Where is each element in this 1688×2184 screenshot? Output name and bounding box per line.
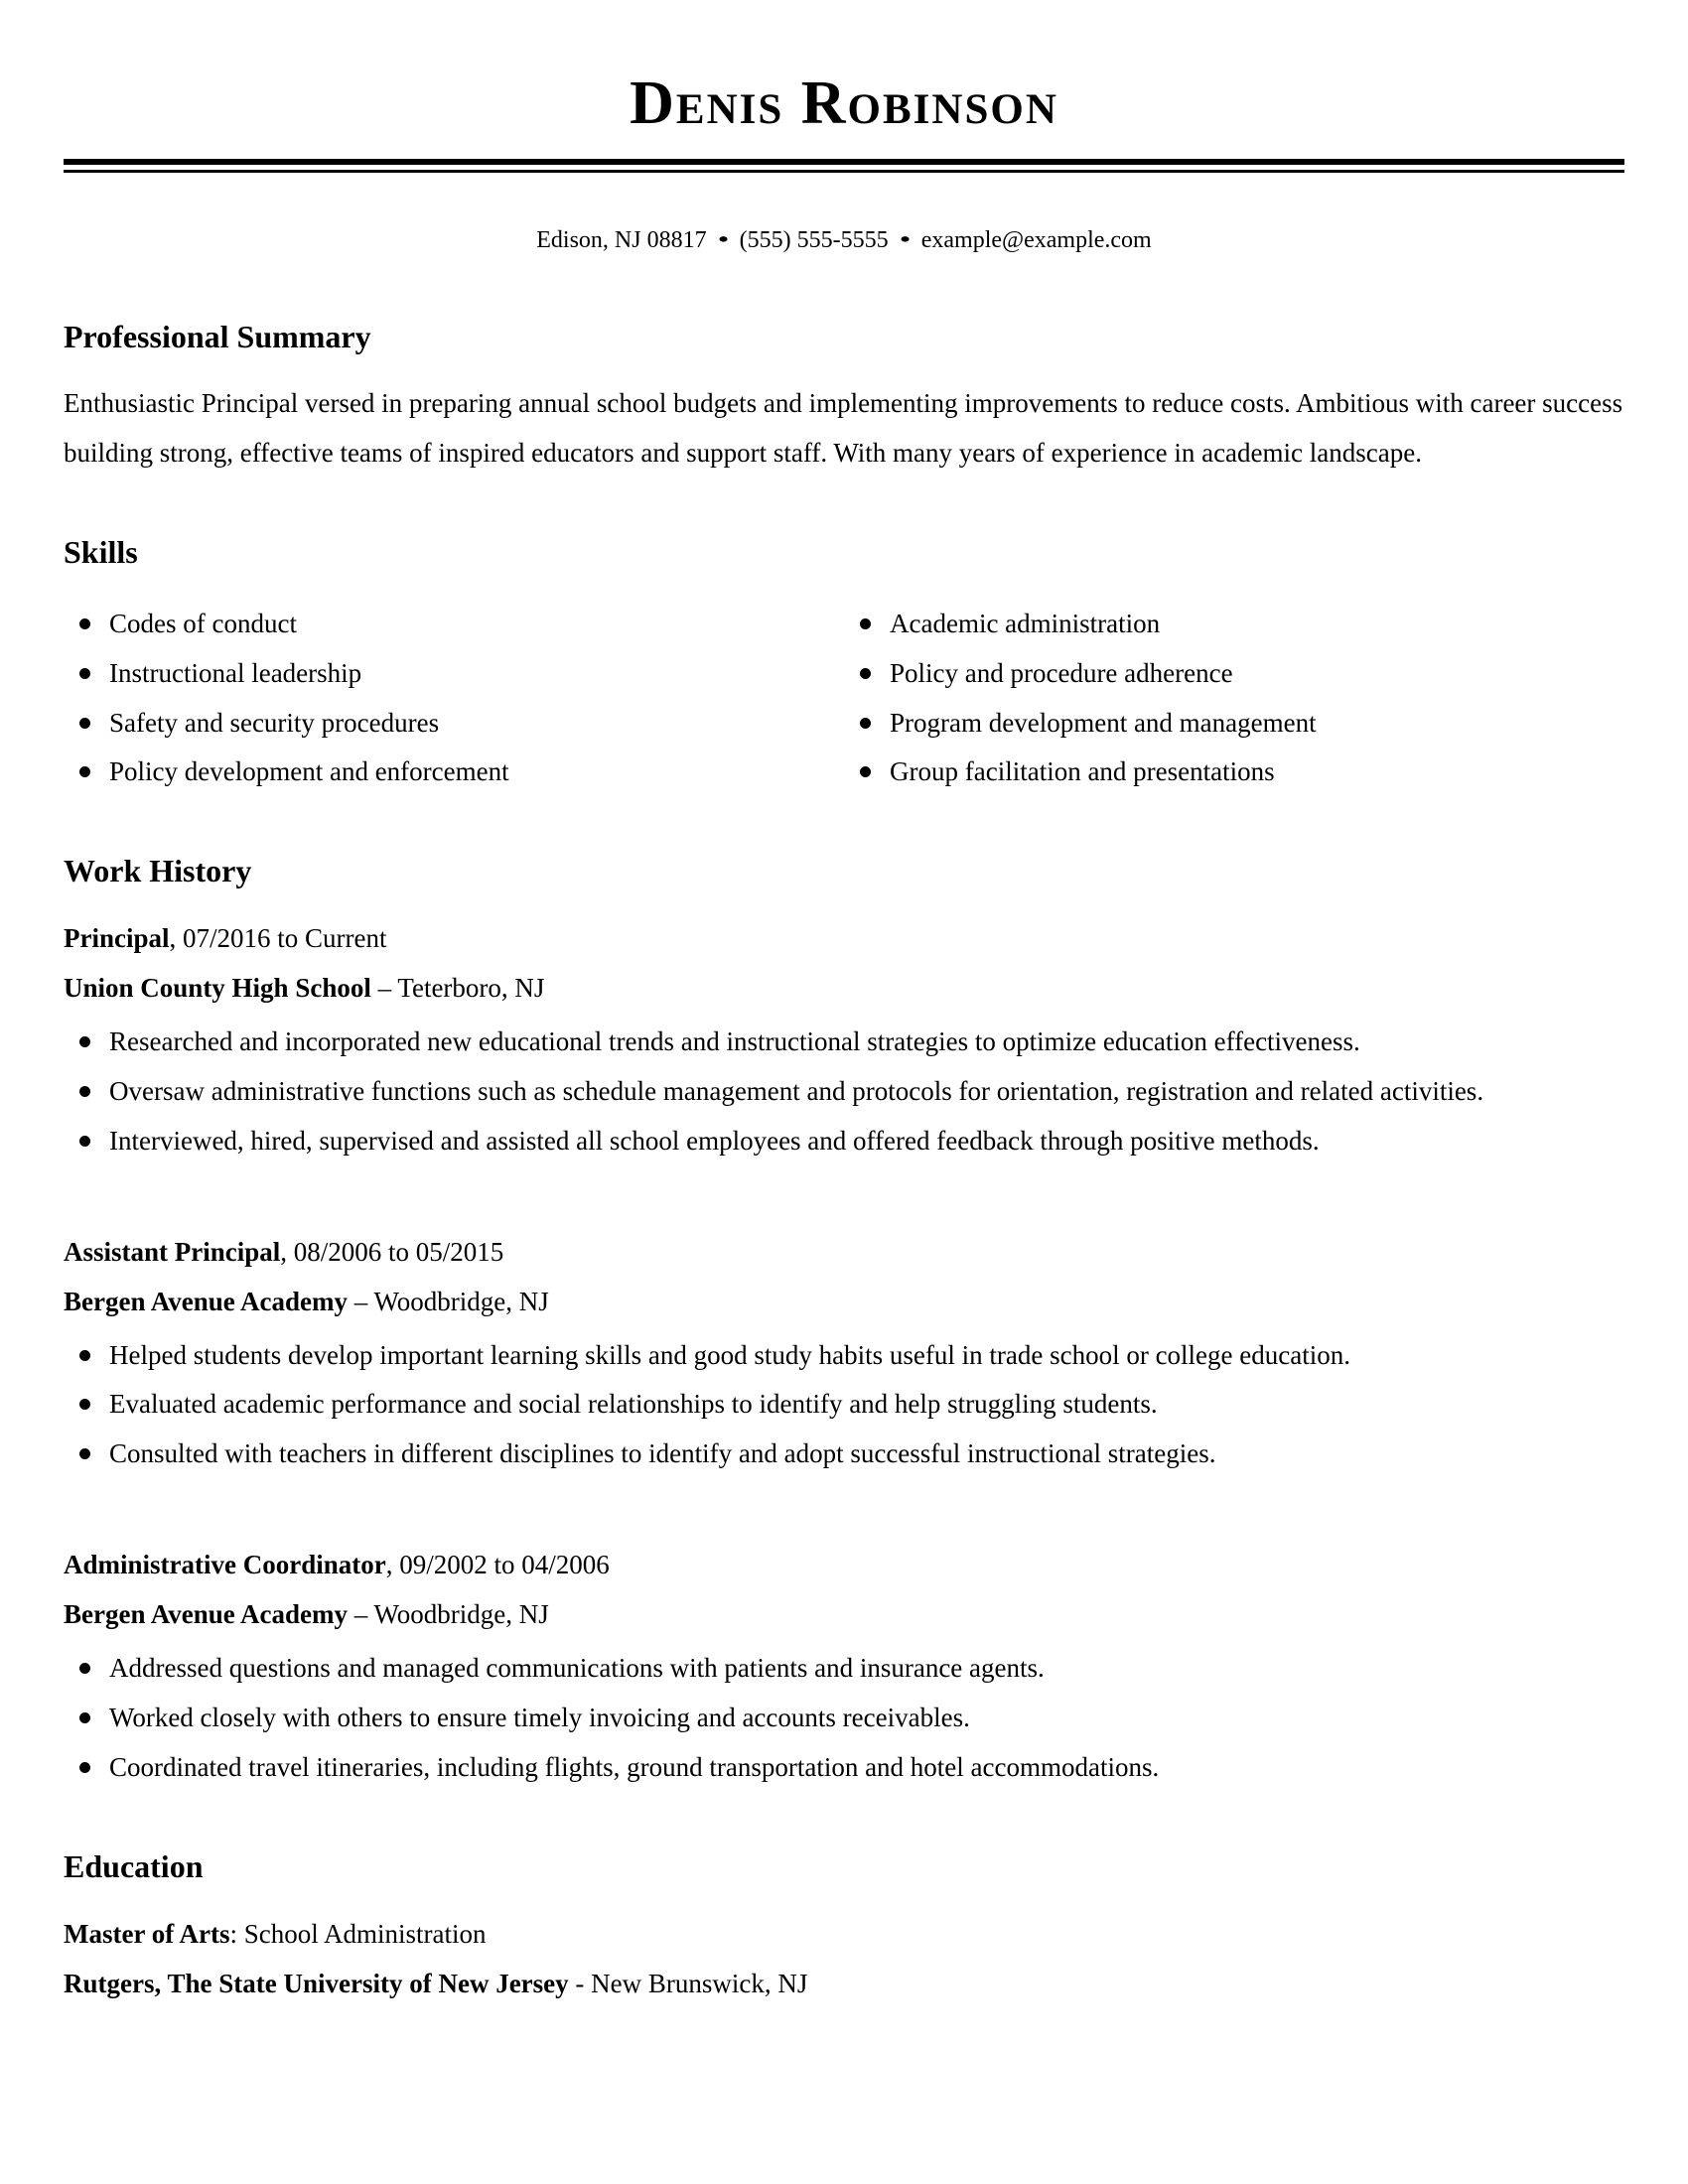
job-bullet-list: [64, 1018, 1624, 1166]
job-location: – Teterboro, NJ: [370, 972, 545, 1003]
job-bullet: Oversaw administrative functions such as schedule management and protocols for orientation, registration and related activities.: [64, 1067, 1624, 1117]
job-dates: , 07/2016 to Current: [169, 922, 387, 953]
education-entry: [64, 1910, 1624, 2009]
contact-separator-icon: ●: [717, 232, 729, 247]
section-heading-summary: Professional Summary: [64, 318, 371, 354]
skills-section: [64, 532, 1624, 797]
contact-email: example@example.com: [920, 227, 1152, 254]
contact-line: [64, 218, 1624, 262]
contact-location: Edison, NJ 08817: [536, 227, 707, 254]
contact-separator-icon: ●: [899, 232, 911, 247]
job-bullet: Consulted with teachers in different disciplines to identify and adopt successful instructional strategies.: [64, 1430, 1624, 1479]
job-employer-line: [64, 964, 1624, 1014]
job-title: Assistant Principal: [64, 1236, 281, 1267]
skill-item: Policy and procedure adherence: [844, 649, 1624, 699]
name-title: Denis Robinson: [630, 69, 1058, 137]
job-bullet: Coordinated travel itineraries, including flights, ground transportation and hotel accommodations.: [64, 1743, 1624, 1793]
section-heading-skills: Skills: [64, 534, 138, 571]
skill-item: Policy development and enforcement: [64, 748, 844, 797]
education-degree: Master of Arts: [64, 1918, 230, 1949]
job-bullet: Researched and incorporated new educational trends and instructional strategies to optimize education effectiveness.: [64, 1018, 1624, 1067]
skills-column-left: [64, 600, 844, 798]
education-school-line: [64, 1960, 1624, 2009]
skill-item: Group facilitation and presentations: [844, 748, 1624, 797]
summary-text: Enthusiastic Principal versed in preparing annual school budgets and implementing improvements to reduce costs. Ambitious with career success building strong, effective teams of inspired educators and support staff. With many years of experience in academic landscape.: [64, 388, 1623, 469]
skill-item: Academic administration: [844, 600, 1624, 649]
job-entry: [64, 1228, 1624, 1480]
job-bullet: Worked closely with others to ensure timely invoicing and accounts receivables.: [64, 1694, 1624, 1743]
job-title-line: [64, 1541, 1624, 1590]
job-bullet: Interviewed, hired, supervised and assisted all school employees and offered feedback through positive methods.: [64, 1117, 1624, 1166]
section-heading-education: Education: [64, 1848, 204, 1885]
job-entry: [64, 1541, 1624, 1793]
job-title: Administrative Coordinator: [64, 1550, 386, 1580]
education-section: [64, 1846, 1624, 2008]
job-employer-line: [64, 1590, 1624, 1640]
education-degree-detail: : School Administration: [229, 1918, 487, 1949]
work-history-section: [64, 851, 1624, 1793]
job-employer-line: [64, 1278, 1624, 1327]
contact-phone: (555) 555-5555: [739, 227, 889, 254]
header-divider: [64, 159, 1624, 173]
job-bullet-list: [64, 1331, 1624, 1480]
summary-section: [64, 317, 1624, 478]
job-title-line: [64, 1228, 1624, 1278]
job-bullet-list: [64, 1644, 1624, 1793]
job-dates: , 09/2002 to 04/2006: [385, 1550, 610, 1580]
job-location: – Woodbridge, NJ: [347, 1599, 549, 1630]
job-title: Principal: [64, 922, 170, 953]
job-title-line: [64, 914, 1624, 964]
skills-column-right: [844, 600, 1624, 798]
job-entry: [64, 914, 1624, 1166]
education-degree-line: [64, 1910, 1624, 1960]
section-heading-work-history: Work History: [64, 853, 252, 889]
skill-item: Program development and management: [844, 699, 1624, 749]
education-school-detail: - New Brunswick, NJ: [568, 1968, 808, 1998]
education-school: Rutgers, The State University of New Jersey: [64, 1968, 569, 1998]
skill-item: Codes of conduct: [64, 600, 844, 649]
skills-columns: [64, 600, 1624, 798]
job-dates: , 08/2006 to 05/2015: [280, 1236, 504, 1267]
job-location: – Woodbridge, NJ: [347, 1286, 549, 1316]
job-bullet: Addressed questions and managed communications with patients and insurance agents.: [64, 1644, 1624, 1694]
job-bullet: Evaluated academic performance and social relationships to identify and help struggling students.: [64, 1380, 1624, 1430]
job-employer: Bergen Avenue Academy: [64, 1286, 348, 1316]
skill-item: Instructional leadership: [64, 649, 844, 699]
job-employer: Bergen Avenue Academy: [64, 1599, 348, 1630]
job-employer: Union County High School: [64, 972, 371, 1003]
skill-item: Safety and security procedures: [64, 699, 844, 749]
job-bullet: Helped students develop important learning skills and good study habits useful in trade school or college education.: [64, 1331, 1624, 1381]
